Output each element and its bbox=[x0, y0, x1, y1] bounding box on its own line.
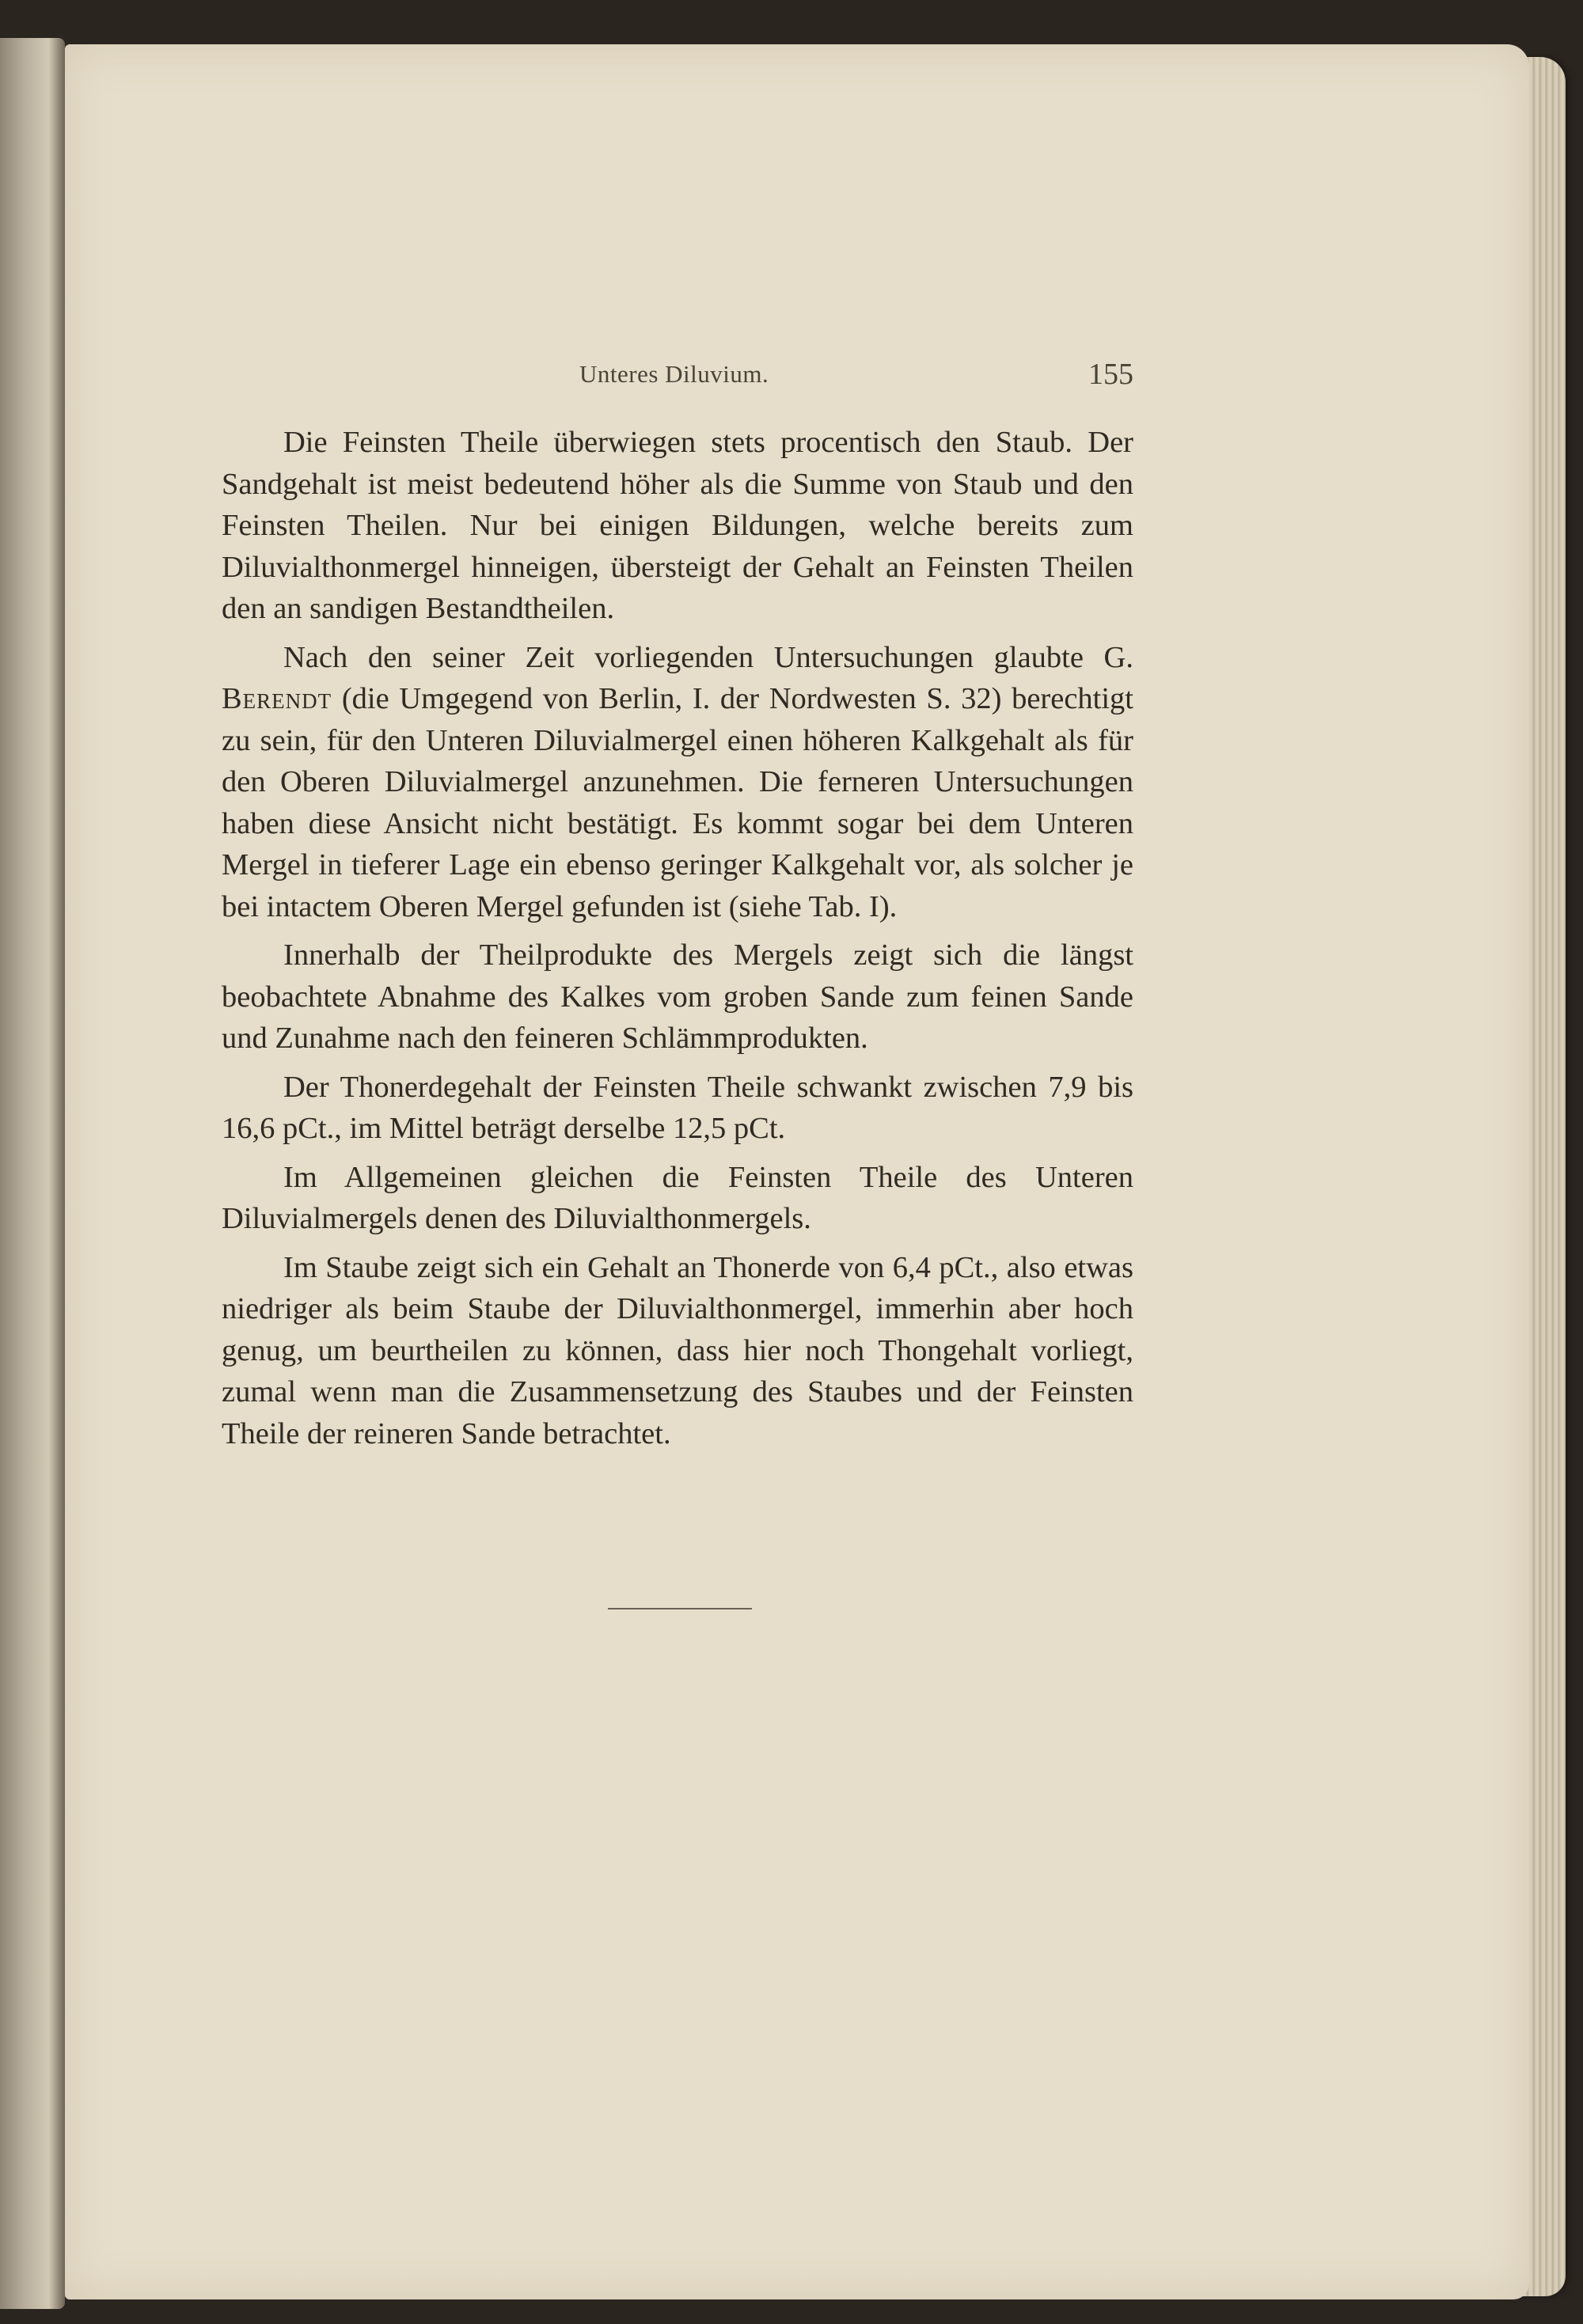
paragraph-2 bbox=[222, 637, 1133, 928]
paragraph-2-before: Nach den seiner Zeit vorliegenden Untersuchungen glaubte G. bbox=[283, 640, 1133, 674]
body-text bbox=[222, 422, 1133, 1462]
paragraph-6: Im Staube zeigt sich ein Gehalt an Thonerde von 6,4 pCt., also etwas niedriger als beim Staube der Diluvialthonmergel, immerhin aber hoch genug, um beurtheilen zu können, dass hier noch Thongehalt vorliegt, zumal wenn man die Zusammensetzung des Staubes und der Feinsten Theile der reineren Sande betrachtet. bbox=[222, 1250, 1133, 1450]
paragraph-4: Der Thonerdegehalt der Feinsten Theile schwankt zwischen 7,9 bis 16,6 pCt., im Mittel beträgt derselbe 12,5 pCt. bbox=[222, 1070, 1133, 1145]
paragraph-5: Im Allgemeinen gleichen die Feinsten Theile des Unteren Diluvialmergels denen des Diluvialthonmergels. bbox=[222, 1160, 1133, 1235]
author-name: Berendt bbox=[222, 682, 332, 715]
page-number: 155 bbox=[1088, 358, 1133, 391]
paragraph-1: Die Feinsten Theile überwiegen stets procentisch den Staub. Der Sandgehalt ist meist bedeutend höher als die Summe von Staub und den Feinsten Theilen. Nur bei einigen Bildungen, welche bereits zum Diluvialthonmergel hinneigen, übersteigt der Gehalt an Feinsten Theilen den an sandigen Bestandtheilen. bbox=[222, 426, 1133, 625]
running-header bbox=[222, 360, 1133, 400]
paragraph-2-after: (die Umgegend von Berlin, I. der Nordwesten S. 32) berechtigt zu sein, für den Unteren Diluvialmergel einen höheren Kalkgehalt als für den Oberen Diluvialmergel anzunehmen. Die ferneren Untersuchungen haben diese Ansicht nicht bestätigt. Es kommt sogar bei dem Unteren Mergel in tieferer Lage ein ebenso geringer Kalkgehalt vor, als solcher je bei intactem Oberen Mergel gefunden ist (siehe Tab. I). bbox=[222, 682, 1133, 923]
paragraph-3: Innerhalb der Theilprodukte des Mergels zeigt sich die längst beobachtete Abnahme des Kalkes vom groben Sande zum feinen Sande und Zunahme nach den feineren Schlämmprodukten. bbox=[222, 938, 1133, 1055]
left-page-edge bbox=[0, 38, 65, 2309]
running-title: Unteres Diluvium. bbox=[579, 360, 769, 388]
section-end-rule bbox=[608, 1608, 752, 1609]
